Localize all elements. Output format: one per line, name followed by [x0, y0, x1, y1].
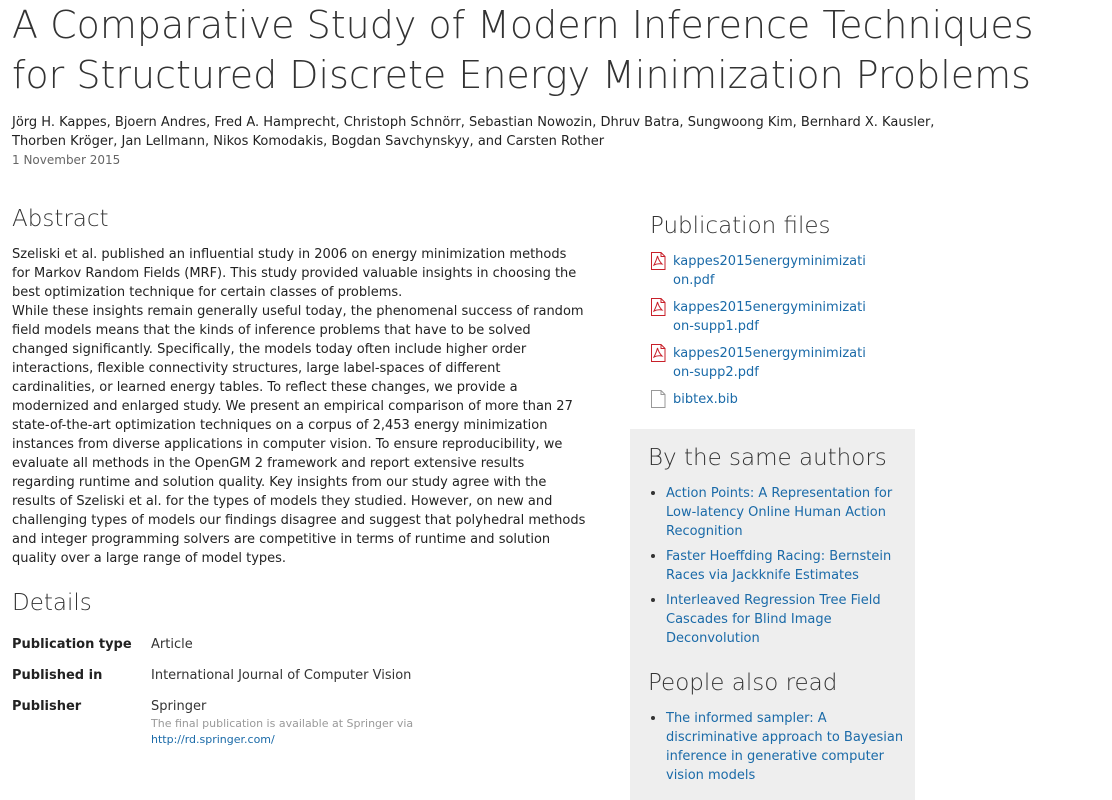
details-label: Publisher — [12, 699, 82, 714]
list-item — [648, 591, 908, 648]
related-paper-link[interactable]: The informed sampler: A discriminative approach to Bayesian inference in generative computer vision models — [666, 711, 904, 783]
page-title — [12, 0, 1112, 100]
details-label: Published in — [12, 668, 103, 683]
authors-line-2: Thorben Kröger, Jan Lellmann, Nikos Komodakis, Bogdan Savchynskyy, and Carsten Rother — [12, 134, 605, 149]
publication-files-list — [650, 252, 890, 417]
file-item — [650, 252, 890, 290]
pdf-icon — [650, 344, 666, 362]
publisher-link[interactable]: http://rd.springer.com/ — [151, 733, 275, 746]
file-item — [650, 390, 890, 409]
abstract-heading: Abstract — [12, 206, 109, 232]
title-line-1: A Comparative Study of Modern Inference Techniques — [12, 3, 1034, 47]
list-item — [648, 547, 908, 585]
details-heading: Details — [12, 590, 92, 616]
details-table — [12, 635, 572, 760]
people-also-read-list — [648, 709, 910, 791]
file-link-pdf[interactable]: kappes2015energyminimization.pdf — [673, 254, 866, 288]
related-paper-link[interactable]: Interleaved Regression Tree Field Cascades for Blind Image Deconvolution — [666, 593, 881, 646]
file-link-bibtex[interactable]: bibtex.bib — [673, 392, 738, 407]
file-link-supp1[interactable]: kappes2015energyminimization-supp1.pdf — [673, 300, 866, 334]
same-authors-heading: By the same authors — [648, 445, 887, 471]
publisher-note: The final publication is available at Springer via — [151, 717, 414, 730]
pdf-icon — [650, 252, 666, 270]
pdf-icon — [650, 298, 666, 316]
authors-line-1: Jörg H. Kappes, Bjoern Andres, Fred A. Hamprecht, Christoph Schnörr, Sebastian Nowozin, Dhruv Batra, Sungwoong Kim, Bernhard X. Kausler, — [12, 115, 935, 130]
related-paper-link[interactable]: Action Points: A Representation for Low-latency Online Human Action Recognition — [666, 486, 893, 539]
abstract-body — [12, 245, 587, 568]
related-paper-link[interactable]: Faster Hoeffding Racing: Bernstein Races via Jackknife Estimates — [666, 549, 892, 583]
abstract-paragraph-2: While these insights remain generally useful today, the phenomenal success of random field models means that the kinds of inference problems that have to be solved changed significantly. Specifically, the models today often include higher order interactions, flexible connectivity structures, large label-spaces of different cardinalities, or learned energy tables. To reflect these changes, we provide a modernized and enlarged study. We present an empirical comparison of more than 27 state-of-the-art optimization techniques on a corpus of 2,453 energy minimization instances from diverse applications in computer vision. To ensure reproducibility, we evaluate all methods in the OpenGM 2 framework and report extensive results regarding runtime and solution quality. Key insights from our study agree with the results of Szeliski et al. for the types of models they studied. However, on new and challenging types of models our findings disagree and suggest that polyhedral methods and integer programming solvers are competitive in terms of runtime and solution quality over a large range of model types. — [12, 304, 586, 566]
author-list — [12, 113, 1012, 151]
same-authors-list — [648, 484, 908, 654]
file-item — [650, 344, 890, 382]
details-row-publisher — [12, 697, 572, 748]
publication-files-heading: Publication files — [650, 213, 831, 239]
list-item — [648, 484, 908, 541]
abstract-paragraph-1: Szeliski et al. published an influential study in 2006 on energy minimization methods for Markov Random Fields (MRF). This study provided valuable insights in choosing the best optimization technique for certain classes of problems. — [12, 247, 577, 300]
details-value: Article — [151, 637, 193, 652]
details-value: Springer — [151, 699, 207, 714]
document-icon — [650, 390, 666, 408]
details-row-type — [12, 635, 572, 654]
file-item — [650, 298, 890, 336]
people-also-read-heading: People also read — [648, 670, 838, 696]
title-line-2: for Structured Discrete Energy Minimization Problems — [12, 53, 1031, 97]
details-value: International Journal of Computer Vision — [151, 668, 412, 683]
file-link-supp2[interactable]: kappes2015energyminimization-supp2.pdf — [673, 346, 866, 380]
details-publisher-cell — [151, 697, 413, 748]
details-row-published-in — [12, 666, 572, 685]
publication-date: 1 November 2015 — [12, 153, 121, 167]
list-item — [648, 709, 910, 785]
details-label: Publication type — [12, 637, 132, 652]
